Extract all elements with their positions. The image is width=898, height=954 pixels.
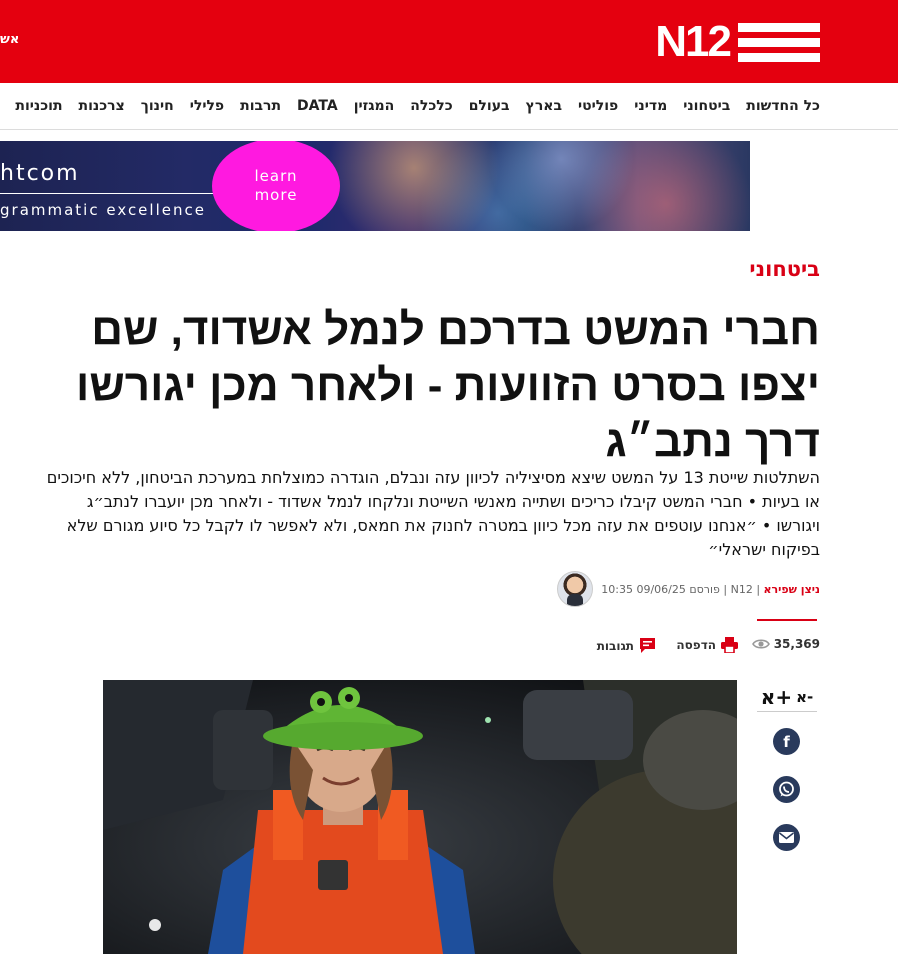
- printer-icon: [721, 637, 738, 653]
- article-source: N12: [730, 582, 753, 596]
- header-left-text[interactable]: אש: [0, 32, 20, 47]
- nav-item[interactable]: פלילי: [189, 98, 225, 114]
- author-row: [557, 571, 820, 607]
- main-nav: [0, 83, 898, 130]
- views-counter: [752, 637, 820, 651]
- nav-item[interactable]: מדיני: [634, 98, 668, 114]
- share-column: [757, 683, 817, 751]
- site-header: [0, 0, 898, 83]
- banner-background-image: [330, 141, 750, 231]
- n12-logo[interactable]: [655, 17, 820, 66]
- author-divider: [757, 619, 817, 621]
- facebook-icon: f: [783, 732, 790, 751]
- banner-subtitle: grammatic excellence: [0, 201, 206, 219]
- eye-icon: [752, 638, 770, 650]
- nav-list: [0, 83, 820, 129]
- author-meta: [601, 583, 820, 596]
- nav-item[interactable]: בעולם: [468, 98, 510, 114]
- author-avatar[interactable]: [557, 571, 593, 607]
- facebook-share-button[interactable]: [773, 728, 800, 755]
- meta-separator: |: [719, 582, 728, 596]
- email-icon: [779, 832, 794, 843]
- nav-item[interactable]: המגזין: [353, 98, 395, 114]
- comments-button[interactable]: [597, 637, 656, 654]
- nav-item[interactable]: DATA: [297, 98, 338, 114]
- nav-item[interactable]: חינוך: [140, 98, 174, 114]
- print-button[interactable]: [676, 637, 738, 653]
- meta-separator: |: [752, 582, 761, 596]
- banner-ad[interactable]: [0, 141, 750, 231]
- article-main-photo: [103, 680, 737, 954]
- publish-date: פורסם 09/06/25 10:35: [601, 582, 720, 596]
- learn-more-line1: learn: [254, 167, 298, 185]
- banner-divider: [0, 193, 214, 194]
- nav-item[interactable]: כל החדשות: [746, 98, 820, 114]
- comments-label: תגובות: [596, 638, 634, 653]
- font-larger-button[interactable]: א+: [760, 685, 793, 709]
- email-share-button[interactable]: [773, 824, 800, 851]
- banner-title: htcom: [0, 161, 80, 186]
- nav-item[interactable]: פוליטי: [578, 98, 619, 114]
- comment-icon: [639, 637, 656, 654]
- article-subtitle: השתלטות שייטת 13 על המשט שיצא מסיציליה לכיוון עזה ונבלם, הוגדרה כמוצלחת במערכת הביטחון, ללא חיכוכים או בעיות • חברי המשט קיבלו כריכים ושתייה מאנשי השייטת ונלקחו לנמל אשדוד - ולאחר מכן יועברו לנתב״ג ויגורשו • ״אנחנו עוטפים את עזה מכל כיוון במטרה לחנוק את חמאס, ולא לאפשר לו לקבל כל סיוע מגורם שלא בפיקוח ישראלי״: [46, 468, 820, 559]
- learn-more-line2: more: [254, 186, 298, 204]
- nav-item[interactable]: תוכניות: [15, 98, 63, 114]
- article-category[interactable]: ביטחוני: [749, 257, 820, 281]
- logo-stripes-icon: [738, 23, 820, 62]
- nav-item[interactable]: כלכלה: [410, 98, 453, 114]
- font-size-controls: [757, 683, 817, 712]
- whatsapp-share-button[interactable]: [773, 776, 800, 803]
- photo-illustration: [103, 680, 737, 954]
- author-name[interactable]: ניצן שפירא: [763, 582, 820, 596]
- logo-text: N12: [655, 17, 730, 66]
- print-label: הדפסה: [676, 638, 716, 652]
- nav-item[interactable]: צרכנות: [78, 98, 125, 114]
- article-headline: חברי המשט בדרכם לנמל אשדוד, שם יצפו בסרט הזוועות - ולאחר מכן יגורשו דרך נתב״ג: [76, 305, 820, 466]
- nav-item[interactable]: בארץ: [525, 98, 562, 114]
- views-count: 35,369: [773, 637, 820, 651]
- nav-item[interactable]: תרבות: [240, 98, 282, 114]
- nav-item[interactable]: ביטחוני: [683, 98, 731, 114]
- whatsapp-icon: [778, 781, 795, 798]
- learn-more-button[interactable]: [212, 141, 340, 231]
- font-smaller-button[interactable]: א-: [796, 688, 814, 706]
